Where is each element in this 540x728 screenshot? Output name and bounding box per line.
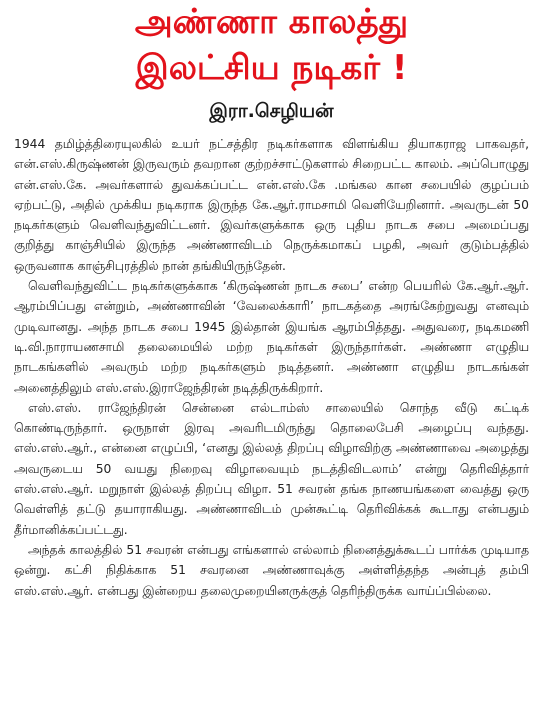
headline-line-2: இலட்சிய நடிகர் ! bbox=[135, 48, 408, 88]
paragraph-4: அந்தக் காலத்தில் 51 சவரன் என்பது எங்களால் எல்லாம் நினைத்துக்கூடப் பார்க்க முடியாத ஒன்று. கட்சி நிதிக்காக 51 சவரனை அண்ணாவுக்கு அள்ளித்தந்த அன்புத் தம்பி எஸ்.எஸ்.ஆர். என்பது இன்றைய தலைமுறையினருக்குத் தெரிந்திருக்க வாய்ப்பில்லை. bbox=[14, 542, 529, 598]
paragraph-3: எஸ்.எஸ். ராஜேந்திரன் சென்னை எல்டாம்ஸ் சாலையில் சொந்த வீடு கட்டிக் கொண்டிருந்தார். ஒருநாள் இரவு அவரிடமிருந்து தொலைபேசி அழைப்பு வந்தது. எஸ்.எஸ்.ஆர்., என்னை எழுப்பி, ‘எனது இல்லத் திறப்பு விழாவிற்கு அண்ணாவை அழைத்து அவருடைய 50 வயது நிறைவு விழாவையும் நடத்திவிடலாம்’ என்று தெரிவித்தார் எஸ்.எஸ்.ஆர். மறுநாள் இல்லத் திறப்பு விழா. 51 சவரன் தங்க நாணயங்களை வைத்து ஒரு வெள்ளித் தட்டு தயாராகியது. அண்ணாவிடம் முன்கூட்டி தெரிவிக்கக் கூடாது என்பதும் தீர்மானிக்கப்பட்டது. bbox=[14, 400, 529, 537]
headline-line-1: அண்ணா காலத்து bbox=[134, 2, 409, 42]
paragraph-2: வெளிவந்துவிட்ட நடிகர்களுக்காக ‘கிருஷ்ணன் நாடக சபை’ என்ற பெயரில் கே.ஆர்.ஆர். ஆரம்பிப்பது என்றும், அண்ணாவின் ‘வேலைக்காரி’ நாடகத்தை அரங்கேற்றுவது எனவும் முடிவானது. அந்த நாடக சபை 1945 இல்தான் இயங்க ஆரம்பித்தது. அதுவரை, நடிகமணி டி.வி.நாராயணசாமி தலைமையில் மற்ற நடிகர்கள் இருந்தார்கள். அண்ணா எழுதிய நாடகங்களில் அவரும் மற்ற நடிகர்களும் நடித்தனர். அண்ணா எழுதிய நாடகங்கள் அனைத்திலும் எஸ்.எஸ்.இராஜேந்திரன் நடித்திருக்கிறார். bbox=[14, 279, 529, 395]
author-byline: இரா.செழியன் bbox=[209, 100, 334, 122]
article-body bbox=[14, 134, 529, 601]
headline bbox=[14, 0, 529, 90]
paragraph-1: 1944 தமிழ்த்திரையுலகில் உயர் நட்சத்திர நடிகர்களாக விளங்கிய தியாகராஜ பாகவதர், என்.எஸ்.கிருஷ்ணன் இருவரும் தவறான குற்றச்சாட்டுகளால் சிறைபட்ட காலம். அப்பொழுது என்.எஸ்.கே. அவர்களால் துவக்கப்பட்ட என்.எஸ்.கே .மங்கல கான சபையில் குழப்பம் ஏற்பட்டு, அதில் முக்கிய நடிகராக இருந்த கே.ஆர்.ராமசாமி வெளியேறினார். அவருடன் 50 நடிகர்களும் வெளிவந்துவிட்டனர். இவர்களுக்காக ஒரு புதிய நாடக சபை அமைப்பது குறித்து காஞ்சியில் இருந்த அண்ணாவிடம் நெருக்கமாகப் பழகி, அவர் குடும்பத்தில் ஒருவனாக காஞ்சிபுரத்தில் நான் தங்கியிருந்தேன். bbox=[14, 137, 529, 273]
